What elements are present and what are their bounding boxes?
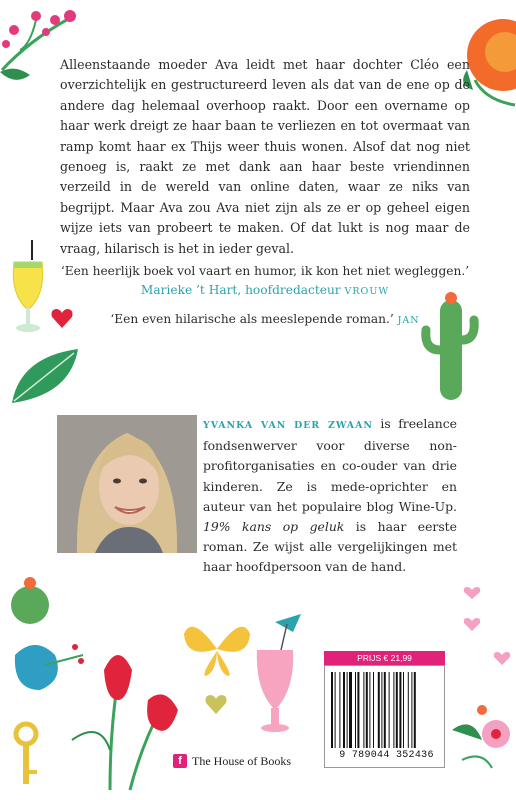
facebook-f-icon: f [173,754,187,768]
review-quote-1-source [55,281,475,302]
pink-cocktail-icon [253,610,308,740]
blurb-text: Alleenstaande moeder Ava leidt met haar dochter Cléo een overzichtelijk en gestructureerd leven als dat van de ene op de andere dag helemaal overhoop raakt. Door een overname op haar werk dreigt ze haar baan te verliezen en tot overmaat van ramp komt haar ex Thijs weer thuis wonen. Alsof dat nog niet genoeg is, raakt ze met dank aan haar beste vriendinnen verzeild in de wereld van online daten, waar ze niks van begrijpt. Maar Ava zou Ava niet zijn als ze er op geheel eigen wijze iets van probeert te maken. Of dat lukt is nog maar de vraag, hilarisch is het in ieder geval. [60,57,470,256]
author-photo [57,415,197,553]
green-leaf-icon [10,345,80,405]
barcode-icon [329,672,441,750]
cactus-icon [420,290,480,400]
round-cactus-icon [8,575,52,625]
review-quote-1 [55,262,475,301]
pink-flower-icon [452,690,516,770]
review-quote-2-source: JAN [397,315,420,326]
pink-hearts-icon [460,585,516,685]
red-tulips-icon [70,640,180,790]
book-title-italic: 19% kans op geluk [203,519,345,535]
review-quote-1-source-caps: VROUW [344,285,390,297]
review-quote-1-text: ‘Een heerlijk boek vol vaart en humor, ik kon het niet wegleggen.’ [60,264,470,278]
publisher-name: The House of Books [192,754,291,768]
author-bio-text-2: is haar eerste roman. Ze wijst alle vergelijkingen met haar hoofdpersoon van de hand. [203,519,457,575]
author-name: YVANKA VAN DER ZWAAN [203,420,373,431]
author-bio [203,414,457,578]
olive-heart-icon [203,692,229,716]
price-label: PRIJS € 21,99 [324,651,445,665]
review-quote-2-text: ‘Een even hilarische als meeslepende roman.’ [110,312,394,326]
review-quote-2 [55,310,475,331]
author-bio-text-1: is freelance fondsenwerver voor diverse non-profitorganisaties en co-ouder van drie kinderen. Ze is mede-oprichter en auteur van het populaire blog Wine-Up. [203,416,457,514]
isbn-number: 9 789044 352436 [339,750,434,761]
review-quote-1-source-name: Marieke ’t Hart, hoofdredacteur [140,282,341,297]
butterfly-icon [182,614,252,679]
keys-icon [8,720,48,798]
cocktail-glass-icon [8,240,50,340]
